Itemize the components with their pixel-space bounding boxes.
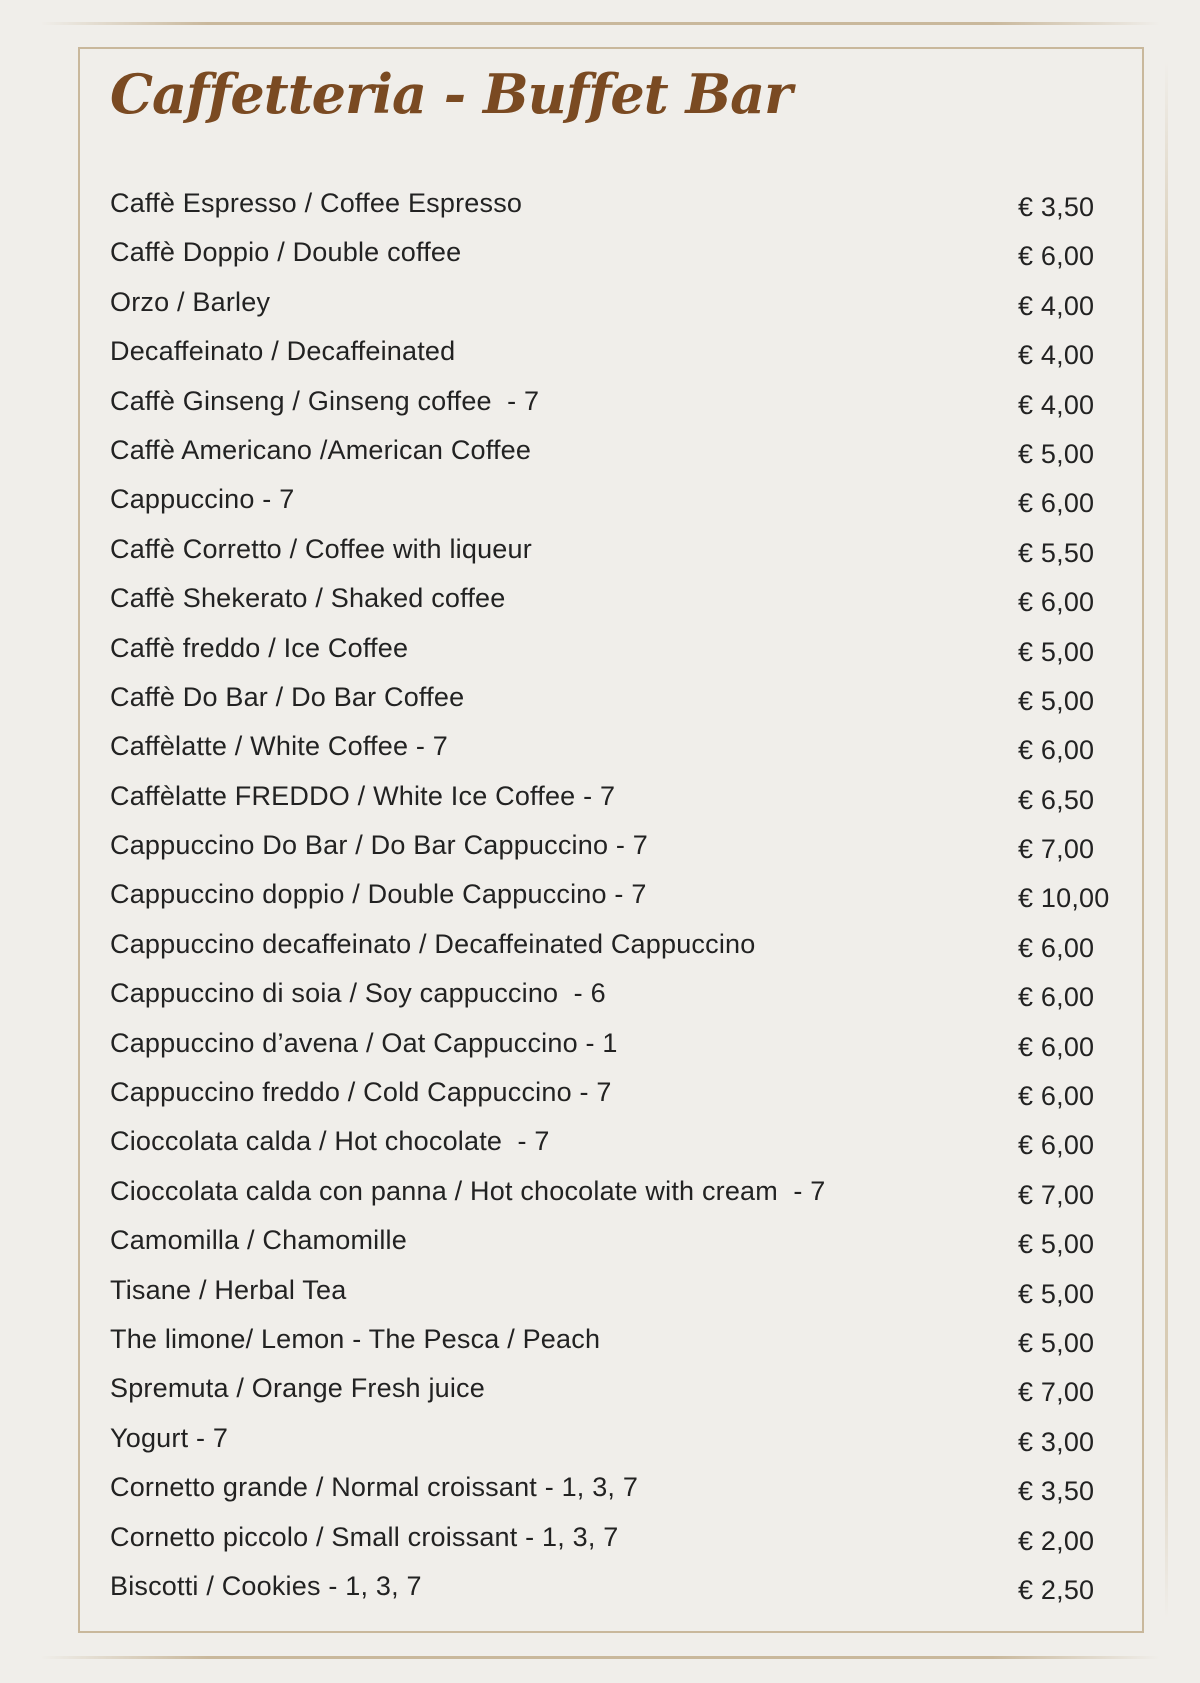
menu-item [110,875,1130,924]
item-name: Caffè Corretto / Coffee with liqueur [110,533,532,564]
menu-item [110,579,1130,628]
item-name: Cappuccino - 7 [110,484,295,515]
item-name: Cornetto piccolo / Small croissant - 1, 3, 7 [110,1521,619,1552]
menu-item [110,1122,1130,1171]
item-price: € 7,00 [1018,834,1095,865]
item-price: € 6,00 [1018,241,1095,272]
item-price: € 4,00 [1018,340,1095,371]
item-price: € 5,50 [1018,537,1095,568]
menu-item [110,678,1130,727]
item-price: € 6,00 [1018,982,1095,1013]
menu-item [110,629,1130,678]
item-name: Caffè Ginseng / Ginseng coffee - 7 [110,385,540,416]
menu-item [110,233,1130,282]
menu-list [110,184,1130,1616]
item-name: Cappuccino Do Bar / Do Bar Cappuccino - 7 [110,830,648,861]
item-name: Caffè Americano /American Coffee [110,434,532,465]
item-name: Yogurt - 7 [110,1422,229,1453]
item-price: € 6,50 [1018,784,1095,815]
menu-item [110,1024,1130,1073]
menu-item [110,431,1130,480]
item-name: Caffè Espresso / Coffee Espresso [110,188,523,218]
menu-item [110,777,1130,826]
item-price: € 6,00 [1018,1081,1095,1112]
item-name: Biscotti / Cookies - 1, 3, 7 [110,1570,422,1601]
item-price: € 5,00 [1018,438,1095,469]
menu-item [110,1221,1130,1270]
item-name: Decaffeinato / Decaffeinated [110,336,456,367]
item-price: € 6,00 [1018,1130,1095,1161]
item-name: Caffèlatte / White Coffee - 7 [110,731,448,762]
item-price: € 5,00 [1018,1278,1095,1309]
menu-item [110,1073,1130,1122]
menu-item [110,480,1130,529]
item-price: € 5,00 [1018,1229,1095,1260]
menu-item [110,1271,1130,1320]
item-name: Caffè freddo / Ice Coffee [110,632,409,663]
item-price: € 3,50 [1018,1476,1095,1507]
item-name: Cappuccino decaffeinato / Decaffeinated Cappuccino [110,928,756,959]
item-name: Spremuta / Orange Fresh juice [110,1373,485,1404]
item-price: € 7,00 [1018,1179,1095,1210]
item-name: Caffè Do Bar / Do Bar Coffee [110,681,465,712]
menu-item [110,925,1130,974]
bottom-decorative-rule [40,1656,1160,1659]
item-price: € 6,00 [1018,735,1095,766]
item-price: € 4,00 [1018,290,1095,321]
item-price: € 7,00 [1018,1377,1095,1408]
item-price: € 2,50 [1018,1574,1095,1605]
item-price: € 6,00 [1018,587,1095,618]
item-price: € 10,00 [1018,883,1110,914]
menu-item [110,1518,1130,1567]
top-decorative-rule [40,22,1160,25]
item-price: € 2,00 [1018,1525,1095,1556]
item-name: Cappuccino doppio / Double Cappuccino - 7 [110,879,647,910]
menu-item [110,530,1130,579]
item-name: Caffè Doppio / Double coffee [110,237,462,268]
menu-item [110,1419,1130,1468]
item-name: Orzo / Barley [110,286,271,317]
menu-item [110,382,1130,431]
menu-item [110,184,1130,233]
item-price: € 6,00 [1018,932,1095,963]
item-name: Cappuccino di soia / Soy cappuccino - 6 [110,978,606,1009]
side-decorative-rule [1165,60,1168,1620]
item-price: € 3,00 [1018,1426,1095,1457]
item-price: € 6,00 [1018,488,1095,519]
menu-item [110,332,1130,381]
menu-title: Caffetteria - Buffet Bar [110,62,792,126]
menu-item [110,1172,1130,1221]
item-name: Cappuccino freddo / Cold Cappuccino - 7 [110,1077,612,1108]
item-name: Caffè Shekerato / Shaked coffee [110,583,506,614]
menu-item [110,974,1130,1023]
item-price: € 5,00 [1018,685,1095,716]
menu-item [110,283,1130,332]
item-price: € 3,50 [1018,192,1095,222]
menu-item [110,727,1130,776]
menu-item [110,1468,1130,1517]
menu-item [110,1567,1130,1616]
menu-item [110,1369,1130,1418]
item-price: € 5,00 [1018,636,1095,667]
item-name: Cioccolata calda con panna / Hot chocolate with cream - 7 [110,1175,826,1206]
item-name: Caffèlatte FREDDO / White Ice Coffee - 7 [110,780,616,811]
item-name: Cioccolata calda / Hot chocolate - 7 [110,1126,550,1157]
item-name: Camomilla / Chamomille [110,1225,407,1256]
item-name: The limone/ Lemon - The Pesca / Peach [110,1323,601,1354]
menu-item [110,1320,1130,1369]
item-name: Cappuccino d’avena / Oat Cappuccino - 1 [110,1027,618,1058]
item-name: Tisane / Herbal Tea [110,1274,347,1305]
menu-item [110,826,1130,875]
item-price: € 6,00 [1018,1031,1095,1062]
item-price: € 5,00 [1018,1327,1095,1358]
item-name: Cornetto grande / Normal croissant - 1, 3, 7 [110,1472,639,1503]
item-price: € 4,00 [1018,389,1095,420]
